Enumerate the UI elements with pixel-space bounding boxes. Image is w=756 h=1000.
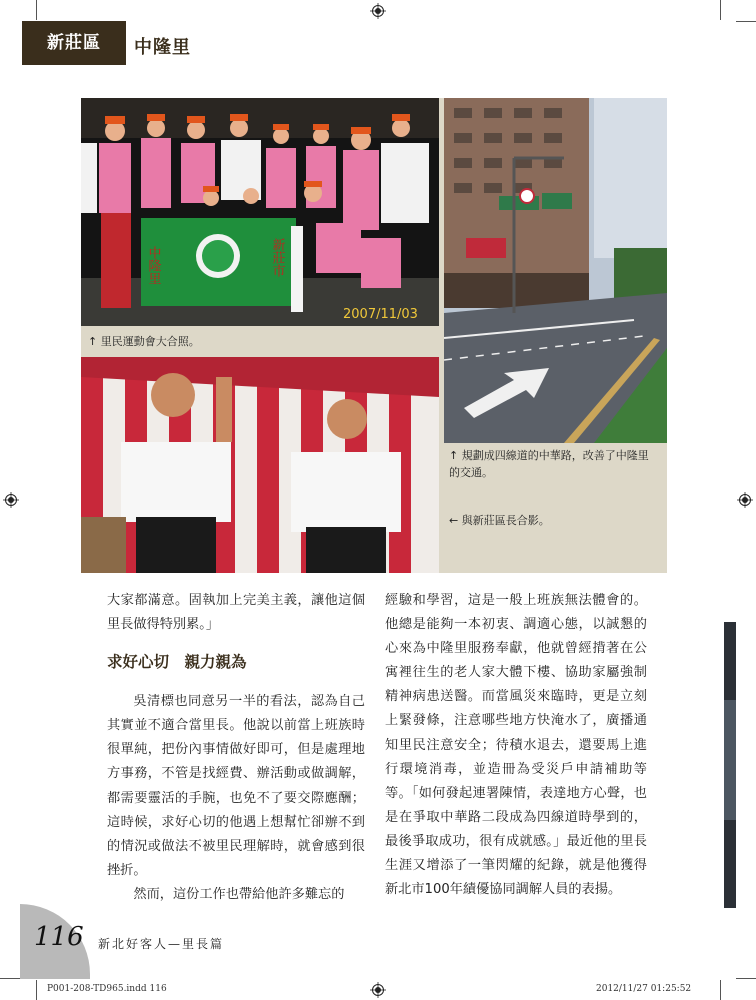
crop-mark	[720, 980, 721, 1000]
body-column-left	[107, 589, 365, 907]
photo-caption-group: ↑ 里民運動會大合照。	[88, 335, 200, 348]
group-photo	[81, 98, 439, 326]
registration-mark-icon	[3, 492, 19, 508]
page-edge-strip	[724, 700, 736, 820]
paragraph: 然而，這份工作也帶給他許多難忘的	[133, 886, 345, 902]
print-slug-timestamp: 2012/11/27 01:25:52	[596, 984, 692, 994]
crop-mark	[736, 978, 756, 979]
section-heading: 求好心切 親力親為	[107, 653, 247, 672]
crop-mark	[736, 21, 756, 22]
district-title: 新莊區	[47, 33, 101, 53]
paragraph: 大家都滿意。固執加上完美主義，讓他這個里長做得特別累。」	[107, 593, 365, 633]
village-title: 中隆里	[134, 37, 191, 58]
paragraph: 經驗和學習，這是一般上班族無法體會的。他總是能夠一本初衷、調適心態，以誠懇的心來為中隆里服務奉獻，他就曾經揹著在公寓裡往生的老人家大體下樓、協助家屬強制精神病患送醫。而當風災來臨時，更是立刻上緊發條，注意哪些地方快淹水了，廣播通知里民注意安全；待積水退去，還要馬上進行環境消毒，並造冊為受災戶申請補助等等。「如何發起連署陳情，表達地方心聲，也是在爭取中華路二段成為四線道時學到的，最後爭取成功，很有成就感。」最近他的里長生涯又增添了一筆閃耀的紀錄，就是他獲得新北市100年績優協同調解人員的表揚。	[385, 593, 647, 898]
registration-mark-icon	[737, 492, 753, 508]
crop-mark	[720, 0, 721, 20]
page-number: 116	[34, 922, 84, 952]
print-slug-file: P001-208-TD965.indd 116	[47, 984, 167, 994]
photo-caption-street: ↑ 規劃成四線道的中華路，改善了中隆里的交通。	[449, 449, 649, 479]
officials-photo	[81, 357, 439, 573]
street-photo	[444, 98, 667, 443]
crop-mark	[36, 0, 37, 20]
photo-date-stamp: 2007/11/03	[343, 307, 418, 322]
paragraph: 吳清標也同意另一半的看法，認為自己其實並不適合當里長。他說以前當上班族時很單純，把份內事情做好即可，但是處理地方事務，不管是找經費、辦活動或做調解，都需要靈活的手腕，也免不了要交際應酬；這時候，求好心切的他遇上想幫忙卻辦不到的情況或做法不被里民理解時，就會感到很挫折。	[107, 694, 365, 878]
running-footer-title: 新北好客人—里長篇	[98, 937, 225, 951]
crop-mark	[36, 980, 37, 1000]
registration-mark-icon	[370, 982, 386, 998]
registration-mark-icon	[370, 3, 386, 19]
section-banner	[22, 21, 126, 65]
crop-mark	[0, 978, 20, 979]
body-column-right	[385, 589, 647, 902]
banner-text-left: 中隆里	[145, 246, 161, 285]
banner-text-right: 新莊市	[269, 238, 285, 277]
photo-caption-officials: ← 與新莊區長合影。	[449, 514, 550, 527]
